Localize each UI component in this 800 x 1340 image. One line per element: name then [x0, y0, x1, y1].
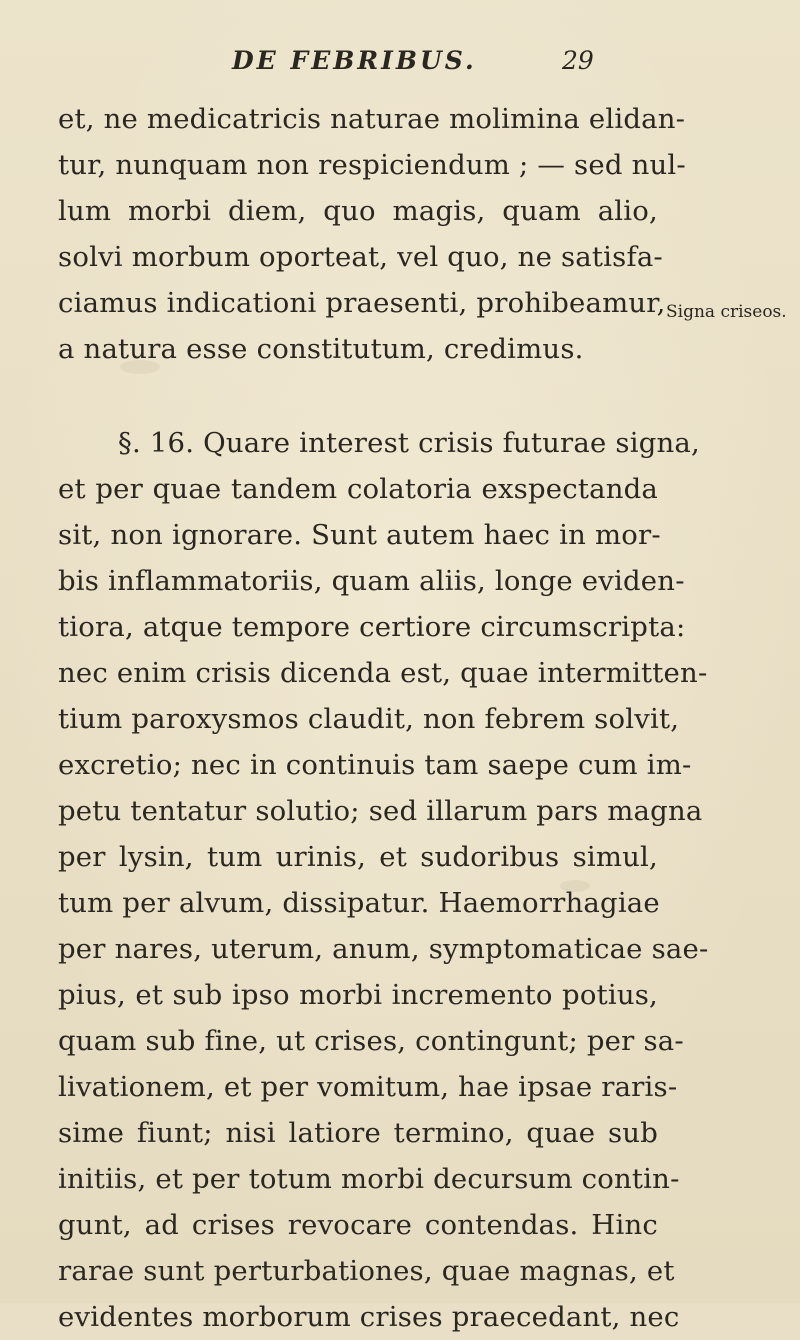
text-line: et per quae tandem colatoria exspectanda [58, 473, 658, 505]
text-line: bis inflammatoriis, quam aliis, longe eviden- [58, 565, 685, 597]
text-line: livationem, et per vomitum, hae ipsae raris- [58, 1071, 678, 1103]
text-line: per lysin, tum urinis, et sudoribus simul, [58, 841, 658, 873]
text-line: solvi morbum oporteat, vel quo, ne satisfa- [58, 241, 663, 273]
text-line: lum morbi diem, quo magis, quam alio, [58, 195, 658, 227]
text-line: a natura esse constitutum, credimus. [58, 333, 584, 365]
text-line: sit, non ignorare. Sunt autem haec in mor- [58, 519, 661, 551]
page-number: 29 [562, 46, 594, 75]
text-line: per nares, uterum, anum, symptomaticae sae- [58, 933, 709, 965]
paragraph-gap [58, 372, 658, 420]
text-line: tiora, atque tempore certiore circumscripta: [58, 611, 686, 643]
text-line: quam sub fine, ut crises, contingunt; per sa- [58, 1025, 684, 1057]
text-line: tur, nunquam non respiciendum ; — sed nul- [58, 149, 686, 181]
text-line: gunt, ad crises revocare contendas. Hinc [58, 1209, 658, 1241]
text-line: ciamus indicationi praesenti, prohibeamur, [58, 287, 666, 319]
text-line: §. 16. Quare interest crisis futurae signa, [118, 427, 700, 459]
paragraph [58, 420, 709, 1340]
text-line: nec enim crisis dicenda est, quae intermitten- [58, 657, 708, 689]
margin-note: Signa criseos. [666, 302, 787, 322]
paragraph [58, 96, 686, 372]
body-text [58, 96, 709, 1340]
text-line: initiis, et per totum morbi decursum contin- [58, 1163, 680, 1195]
text-line: tium paroxysmos claudit, non febrem solvit, [58, 703, 680, 735]
text-line: petu tentatur solutio; sed illarum pars magna [58, 795, 703, 827]
text-line: excretio; nec in continuis tam saepe cum im- [58, 749, 692, 781]
text-line: pius, et sub ipso morbi incremento potius, [58, 979, 658, 1011]
page-header [0, 46, 800, 86]
text-line: sime fiunt; nisi latiore termino, quae sub [58, 1117, 658, 1149]
running-title: DE FEBRIBUS. [232, 46, 477, 75]
text-line: evidentes morborum crises praecedant, nec [58, 1301, 680, 1333]
text-line: et, ne medicatricis naturae molimina elidan- [58, 103, 686, 135]
text-line: rarae sunt perturbationes, quae magnas, et [58, 1255, 675, 1287]
text-line: tum per alvum, dissipatur. Haemorrhagiae [58, 887, 660, 919]
